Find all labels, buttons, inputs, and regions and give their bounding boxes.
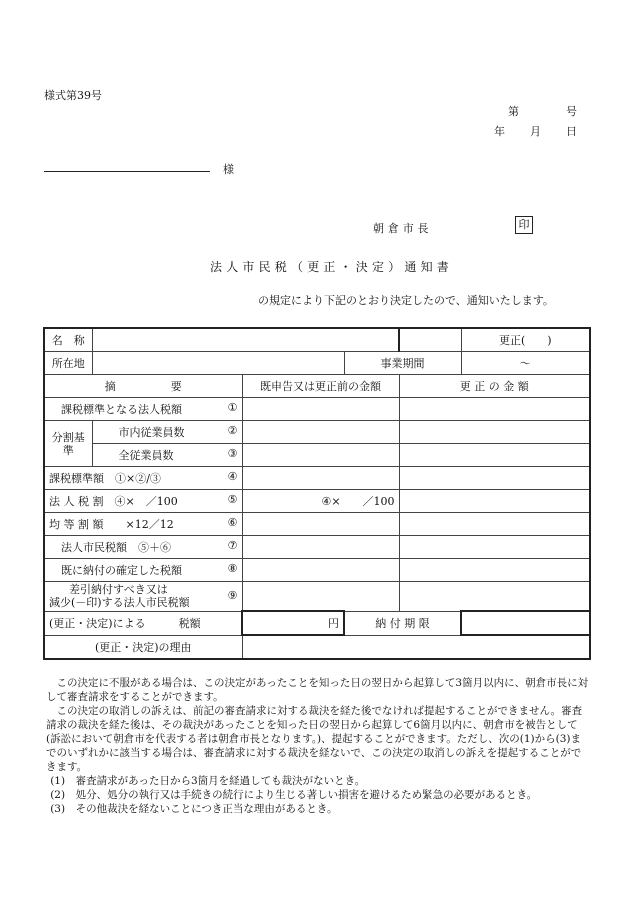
note-condition-item: (2) 処分、処分の執行又は手続きの続行により生じる著しい損害を避けるため緊急の必要があるとき。 — [50, 789, 538, 801]
note-paragraph-1: この決定に不服がある場合は、この決定があったことを知った日の翌日から起算して3箇月以内に、朝倉市長に対して審査請求をすることができます。 — [46, 677, 589, 703]
row-9-before[interactable] — [242, 582, 399, 612]
document-number-suffix: 号 — [566, 105, 577, 118]
issuer-name: 朝倉市長 — [373, 222, 433, 235]
reason-value[interactable] — [242, 635, 590, 659]
summary-header: 摘 要 — [44, 375, 242, 398]
row-per-capita-levy: 均 等 割 額 ×12／12 ⑥ — [44, 513, 242, 536]
row-7-before[interactable] — [242, 536, 399, 559]
row-taxable-corporate-tax: 課税標準となる法人税額 ① — [44, 398, 242, 421]
note-condition-item: (1) 審査請求があった日から3箇月を経過しても裁決がないとき。 — [50, 775, 366, 787]
name-value[interactable] — [92, 328, 399, 352]
row-9-after[interactable] — [399, 582, 590, 612]
intro-text: の規定により下記のとおり決定したので、通知いたします。 — [258, 294, 554, 307]
row-8-after[interactable] — [399, 559, 590, 582]
document-number-label: 第 — [508, 105, 519, 118]
row-city-employees: 市内従業員数 ② — [92, 421, 242, 444]
name-extra-cell — [399, 328, 461, 352]
period-value[interactable]: ～ — [461, 352, 590, 375]
row-4-after[interactable] — [399, 467, 590, 490]
row-7-after[interactable] — [399, 536, 590, 559]
row-4-before[interactable] — [242, 467, 399, 490]
row-5-before[interactable]: ④× ／100 — [242, 490, 399, 513]
row-6-after[interactable] — [399, 513, 590, 536]
form-number: 様式第39号 — [44, 89, 102, 102]
note-paragraph-2: この決定の取消しの訴えは、前記の審査請求に対する裁決を経た後でなければ提起することができません。審査請求の裁決を経た後は、その裁決があったことを知った日の翌日から起算して6箇月以内に、朝倉市を被告として(訴訟において朝倉市を代表する者は朝倉市長となります。)、提起することができます。ただし、次の(1)から(3)までのいずれかに該当する場合は、審査請求に対する裁決を経ないで、この決定の取消しの訴えを提起することができます。 — [46, 705, 583, 773]
note-conditions-list — [46, 774, 591, 816]
row-1-before[interactable] — [242, 398, 399, 421]
appeal-notes — [46, 676, 591, 816]
period-label: 事業期間 — [344, 352, 461, 375]
row-3-after[interactable] — [399, 444, 590, 467]
row-corporate-tax-levy: 法 人 税 割 ④× ／100 ⑤ — [44, 490, 242, 513]
addressee-line[interactable] — [44, 171, 210, 172]
row-1-after[interactable] — [399, 398, 590, 421]
division-basis-label: 分割基準 — [44, 421, 92, 467]
date-month: 月 — [530, 125, 541, 138]
note-condition-item: (3) その他裁決を経ないことにつき正当な理由があるとき。 — [50, 803, 338, 815]
tax-amount-label: (更正・決定)による 税額 — [44, 611, 242, 635]
row-5-after[interactable] — [399, 490, 590, 513]
name-label: 名 称 — [44, 328, 92, 352]
date-day: 日 — [566, 125, 577, 138]
row-2-before[interactable] — [242, 421, 399, 444]
address-label: 所在地 — [44, 352, 92, 375]
row-balance-payable: ⑨ 差引納付すべき又は 減少(－印)する法人市民税額 — [44, 582, 242, 612]
tax-form-table — [43, 327, 591, 660]
date-year: 年 — [494, 125, 505, 138]
reason-label: (更正・決定)の理由 — [44, 635, 242, 659]
row-already-confirmed-tax: 既に納付の確定した税額 ⑧ — [44, 559, 242, 582]
row-total-employees: 全従業員数 ③ — [92, 444, 242, 467]
before-amount-header: 既申告又は更正前の金額 — [242, 375, 399, 398]
seal-mark: 印 — [515, 216, 533, 234]
row-municipal-tax-total: 法人市民税額 ⑤＋⑥ ⑦ — [44, 536, 242, 559]
row-8-before[interactable] — [242, 559, 399, 582]
due-date-label: 納 付 期 限 — [344, 611, 461, 635]
tax-amount-value[interactable]: 円 — [242, 611, 344, 635]
address-value[interactable] — [92, 352, 344, 375]
row-2-after[interactable] — [399, 421, 590, 444]
correction-label[interactable]: 更正( ) — [461, 328, 590, 352]
addressee-suffix: 様 — [223, 163, 234, 176]
after-amount-header: 更 正 の 金 額 — [399, 375, 590, 398]
row-tax-base: 課税標準額 ①×②/③ ④ — [44, 467, 242, 490]
due-date-value[interactable] — [461, 611, 590, 635]
row-6-before[interactable] — [242, 513, 399, 536]
document-title: 法人市民税（更正・決定）通知書 — [210, 260, 454, 274]
row-3-before[interactable] — [242, 444, 399, 467]
